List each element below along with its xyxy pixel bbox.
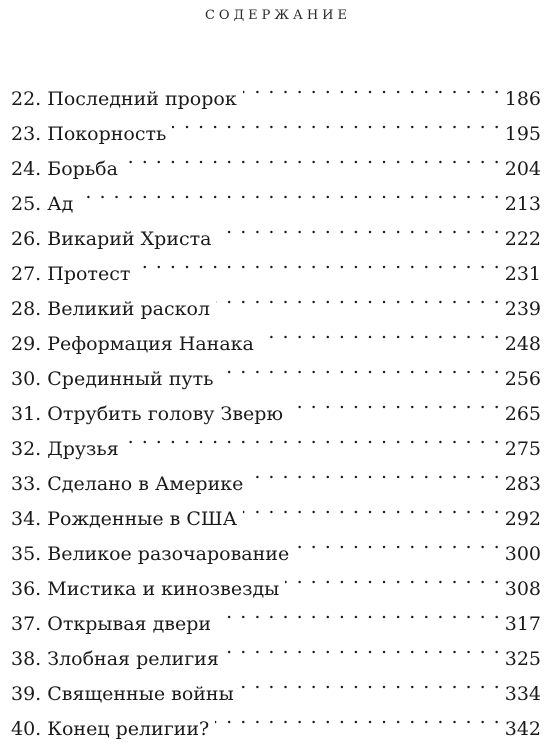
toc-entry-label: Мистика и кинозвезды (47, 578, 280, 600)
toc-entry-page: 248 (504, 333, 541, 355)
dot-leader (125, 420, 501, 455)
dot-leader (249, 455, 500, 490)
dot-leader (243, 70, 501, 105)
toc-entry-label: Срединный путь (47, 368, 214, 390)
toc-entry-title (11, 537, 295, 572)
toc-entry-page: 239 (504, 298, 541, 320)
toc-entry-page: 308 (504, 578, 541, 600)
toc-entry-page: 195 (504, 123, 541, 145)
toc-entry-label: Последний пророк (47, 88, 237, 110)
dot-leader (285, 560, 500, 595)
toc-entry (11, 210, 541, 250)
toc-entry-title (11, 642, 225, 677)
toc-entry-page: 186 (504, 88, 541, 110)
dot-leader (260, 315, 501, 350)
toc-entry-label: Священные войны (47, 683, 234, 705)
toc-entry-page: 292 (504, 508, 541, 530)
dot-leader (216, 280, 501, 315)
toc-entry-page: 213 (504, 193, 541, 215)
toc-entry-title (11, 292, 216, 327)
toc-entry-title (11, 712, 215, 747)
toc-entry-label: Реформация Нанака (47, 333, 254, 355)
toc-entry-title (11, 362, 219, 397)
page-header: СОДЕРЖАНИЕ (204, 8, 352, 23)
toc-entry-number: 40. (11, 718, 42, 740)
toc-entry-title (11, 432, 125, 467)
toc-entry-number: 24. (11, 158, 42, 180)
toc-entry-number: 29. (11, 333, 42, 355)
toc-entry (11, 175, 541, 215)
toc-entry-number: 30. (11, 368, 42, 390)
dot-leader (225, 630, 501, 665)
toc-entry-page: 231 (504, 263, 541, 285)
toc-entry-page: 204 (504, 158, 541, 180)
dot-leader (217, 595, 501, 630)
dot-leader (124, 140, 501, 175)
toc-entry-page: 334 (504, 683, 541, 705)
toc-entry-number: 39. (11, 683, 42, 705)
toc-entry-number: 23. (11, 123, 42, 145)
toc-entry-label: Борьба (47, 158, 118, 180)
toc-entry-number: 35. (11, 543, 42, 565)
toc-entry-number: 33. (11, 473, 42, 495)
toc-entry-label: Конец религии? (47, 718, 210, 740)
dot-leader (79, 175, 500, 210)
dot-leader (243, 490, 501, 525)
toc-entry-title (11, 607, 217, 642)
toc-entry-page: 317 (504, 613, 541, 635)
dot-leader (136, 245, 500, 280)
toc-entry-page: 275 (504, 438, 541, 460)
toc-entry-label: Отрубить голову Зверю (47, 403, 283, 425)
toc-entry-number: 25. (11, 193, 42, 215)
toc-entry-page: 222 (504, 228, 541, 250)
toc-entry-page: 300 (504, 543, 541, 565)
toc-entry-label: Рожденные в США (47, 508, 237, 530)
toc-entry-number: 22. (11, 88, 42, 110)
toc-entry-number: 32. (11, 438, 42, 460)
dot-leader (240, 665, 501, 700)
toc-entry-label: Великое разочарование (47, 543, 290, 565)
dot-leader (219, 350, 500, 385)
dot-leader (215, 700, 501, 735)
toc-entry-label: Покорность (47, 123, 167, 145)
toc-entry-title (11, 502, 243, 537)
toc-entry-page: 256 (504, 368, 541, 390)
toc-entry-number: 34. (11, 508, 42, 530)
table-of-contents (11, 70, 541, 740)
toc-entry-title (11, 467, 249, 502)
dot-leader (289, 385, 501, 420)
toc-entry-page: 283 (504, 473, 541, 495)
toc-entry-label: Сделано в Америке (47, 473, 244, 495)
dot-leader (172, 105, 500, 140)
toc-entry-number: 37. (11, 613, 42, 635)
toc-entry (11, 70, 541, 110)
toc-entry-title (11, 187, 79, 222)
toc-entry-number: 38. (11, 648, 42, 670)
toc-entry-number: 36. (11, 578, 42, 600)
dot-leader (295, 525, 501, 560)
toc-entry-label: Открывая двери (47, 613, 212, 635)
dot-leader (217, 210, 500, 245)
toc-entry-page: 342 (504, 718, 541, 740)
toc-entry-page: 325 (504, 648, 541, 670)
toc-entry-title (11, 677, 240, 712)
toc-entry-label: Друзья (47, 438, 119, 460)
toc-entry-label: Злобная религия (47, 648, 219, 670)
toc-entry-number: 28. (11, 298, 42, 320)
toc-entry-page: 265 (504, 403, 541, 425)
toc-entry-number: 27. (11, 263, 42, 285)
toc-entry-title (11, 257, 136, 292)
toc-entry-label: Великий раскол (47, 298, 210, 320)
toc-entry-label: Протест (47, 263, 131, 285)
toc-entry-label: Викарий Христа (47, 228, 212, 250)
toc-entry-number: 26. (11, 228, 42, 250)
toc-entry-label: Ад (47, 193, 74, 215)
toc-entry-number: 31. (11, 403, 42, 425)
